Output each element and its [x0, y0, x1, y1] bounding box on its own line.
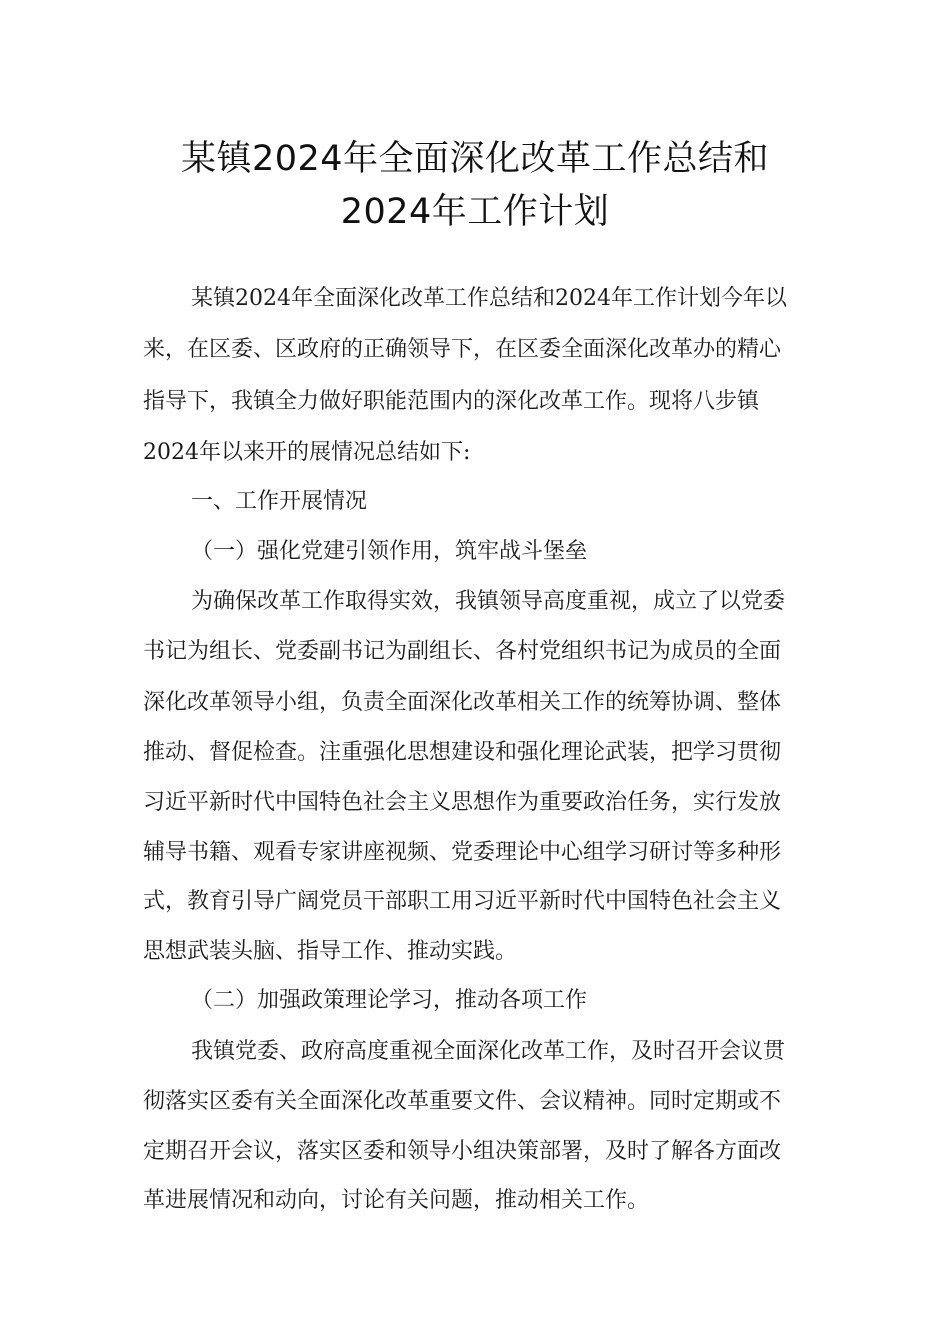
document-title-line-1: 某镇2024年全面深化改革工作总结和 [180, 139, 770, 179]
intro-line-4: 2024年以来开的展情况总结如下: [143, 440, 471, 465]
section-heading-1: 一、工作开展情况 [191, 489, 368, 514]
document-title-line-2: 2024年工作计划 [340, 192, 610, 232]
para2-line-4: 革进展情况和动向，讨论有关问题，推动相关工作。 [143, 1188, 650, 1213]
para1-line-1: 为确保改革工作取得实效，我镇领导高度重视，成立了以党委 [191, 589, 786, 614]
subsection-heading-1: （一）强化党建引领作用，筑牢战斗堡垒 [191, 539, 588, 564]
intro-line-3: 指导下，我镇全力做好职能范围内的深化改革工作。现将八步镇 [143, 389, 760, 414]
para1-line-3: 深化改革领导小组，负责全面深化改革相关工作的统筹协调、整体 [143, 690, 782, 715]
para1-line-8: 思想武装头脑、指导工作、推动实践。 [143, 939, 518, 964]
para2-line-2: 彻落实区委有关全面深化改革重要文件、会议精神。同时定期或不 [143, 1089, 782, 1114]
para1-line-2: 书记为组长、党委副书记为副组长、各村党组织书记为成员的全面 [143, 639, 782, 664]
subsection-heading-2: （二）加强政策理论学习，推动各项工作 [191, 988, 588, 1013]
para1-line-4: 推动、督促检查。注重强化思想建设和强化理论武装，把学习贯彻 [143, 740, 782, 765]
intro-line-1: 某镇2024年全面深化改革工作总结和2024年工作计划今年以 [191, 286, 787, 311]
para1-line-7: 式，教育引导广阔党员干部职工用习近平新时代中国特色社会主义 [143, 889, 782, 914]
para2-line-3: 定期召开会议，落实区委和领导小组决策部署，及时了解各方面改 [143, 1139, 782, 1164]
para1-line-5: 习近平新时代中国特色社会主义思想作为重要政治任务，实行发放 [143, 790, 782, 815]
para2-line-1: 我镇党委、政府高度重视全面深化改革工作，及时召开会议贯 [191, 1039, 786, 1064]
intro-line-2: 来，在区委、区政府的正确领导下，在区委全面深化改革办的精心 [143, 337, 782, 362]
para1-line-6: 辅导书籍、观看专家讲座视频、党委理论中心组学习研讨等多种形 [143, 840, 782, 865]
